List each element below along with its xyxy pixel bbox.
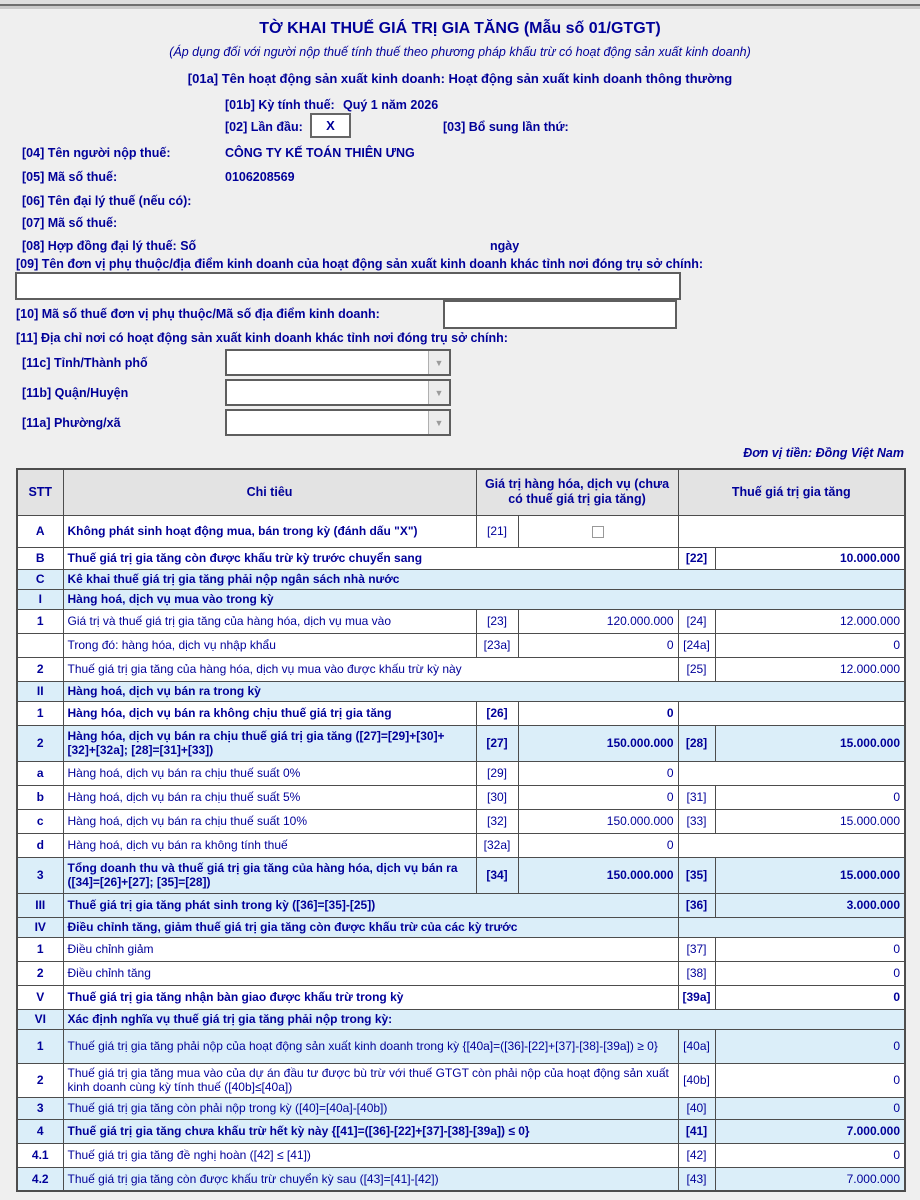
field-11-label: [11] Địa chỉ nơi có hoạt động sản xuất kinh doanh khác tỉnh nơi đóng trụ sở chính: [16,331,508,345]
value-39a[interactable]: 0 [715,985,905,1009]
row-label: Không phát sinh hoạt động mua, bán trong kỳ (đánh dấu "X") [63,515,476,547]
row-stt: IV [17,917,63,937]
row-stt: V [17,985,63,1009]
dependent-unit-name-input[interactable] [15,272,681,300]
value-24[interactable]: 12.000.000 [715,609,905,633]
row-stt: VI [17,1009,63,1029]
field-03-label: [03] Bổ sung lần thứ: [443,120,569,134]
row-stt: 1 [17,1029,63,1063]
chevron-down-icon: ▼ [428,411,449,434]
empty-cell [678,917,905,937]
table-row-40a [17,1029,905,1063]
value-23[interactable]: 120.000.000 [518,609,678,633]
row-stt: B [17,547,63,569]
value-29[interactable]: 0 [518,761,678,785]
row-stt: A [17,515,63,547]
code-25: [25] [678,657,715,681]
row-label: Thuế giá trị gia tăng phát sinh trong kỳ ([36]=[35]-[25]) [63,893,678,917]
code-32: [32] [476,809,518,833]
code-29: [29] [476,761,518,785]
table-row-40 [17,1097,905,1119]
table-row-34-35 [17,857,905,893]
value-36[interactable]: 3.000.000 [715,893,905,917]
value-23a[interactable]: 0 [518,633,678,657]
code-24: [24] [678,609,715,633]
taxpayer-name-value: CÔNG TY KẾ TOÁN THIÊN ƯNG [225,146,415,160]
field-01b-period-value: Quý 1 năm 2026 [343,98,439,112]
code-37: [37] [678,937,715,961]
table-row-40b [17,1063,905,1097]
value-26[interactable]: 0 [518,701,678,725]
field-01a-business-activity: [01a] Tên hoạt động sản xuất kinh doanh: Hoạt động sản xuất kinh doanh thông thường [187,71,733,86]
code-24a: [24a] [678,633,715,657]
empty-cell [678,701,905,725]
row-label: Thuế giá trị gia tăng của hàng hóa, dịch vụ mua vào được khấu trừ kỳ này [63,657,678,681]
field-05-label: [05] Mã số thuế: [22,170,118,184]
field-11a-label: [11a] Phường/xã [22,416,121,430]
code-21: [21] [476,515,518,547]
field-08-label: [08] Hợp đồng đại lý thuế: Số [22,239,197,253]
code-40a: [40a] [678,1029,715,1063]
code-43: [43] [678,1167,715,1191]
field-09-label: [09] Tên đơn vị phụ thuộc/địa điểm kinh doanh của hoạt động sản xuất kinh doanh khác tỉnh nơi đóng trụ sở chính: [16,257,704,271]
value-28[interactable]: 15.000.000 [715,725,905,761]
table-row-42 [17,1143,905,1167]
row-stt: d [17,833,63,857]
field-08-day-label: ngày [490,239,520,253]
row-label: Tổng doanh thu và thuế giá trị gia tăng của hàng hóa, dịch vụ bán ra ([34]=[26]+[27]; [35]=[28]) [63,857,476,893]
row-label: Hàng hoá, dịch vụ bán ra không tính thuế [63,833,476,857]
row-stt: 4.1 [17,1143,63,1167]
col-header-thue: Thuế giá trị gia tăng [678,469,905,515]
row-label: Thuế giá trị gia tăng chưa khấu trừ hết kỳ này {[41]=([36]-[22]+[37]-[38]-[39a]) ≤ 0} [63,1119,678,1143]
row-label: Hàng hóa, dịch vụ bán ra chịu thuế giá trị gia tăng ([27]=[29]+[30]+[32]+[32a]; [28]=[31]+[33]) [63,725,476,761]
code-39a: [39a] [678,985,715,1009]
code-27: [27] [476,725,518,761]
ward-dropdown[interactable] [225,409,451,436]
row-label: Hàng hoá, dịch vụ bán ra trong kỳ [63,681,905,701]
row-stt: 3 [17,857,63,893]
window-top-border [0,0,920,6]
field-01b-label: [01b] Kỳ tính thuế: [225,98,335,112]
row-stt [17,633,63,657]
row-label: Thuế giá trị gia tăng mua vào của dự án đầu tư được bù trừ với thuế GTGT còn phải nộp của hoạt động sản xuất kinh doanh cùng kỳ tính thuế ([40b]≤[40a]) [63,1063,678,1097]
row-stt: 3 [17,1097,63,1119]
value-38[interactable]: 0 [715,961,905,985]
table-row-23-24 [17,609,905,633]
col-header-chi-tieu: Chi tiêu [63,469,476,515]
table-row-32a [17,833,905,857]
row-stt: 1 [17,701,63,725]
row-label: Giá trị và thuế giá trị gia tăng của hàng hóa, dịch vụ mua vào [63,609,476,633]
row-label: Kê khai thuế giá trị gia tăng phải nộp ngân sách nhà nước [63,569,905,589]
col-header-gia-tri: Giá trị hàng hóa, dịch vụ (chưa có thuế giá trị gia tăng) [476,469,678,515]
col-header-stt: STT [17,469,63,515]
row-stt: c [17,809,63,833]
field-06-label: [06] Tên đại lý thuế (nếu có): [22,194,192,208]
code-28: [28] [678,725,715,761]
code-33: [33] [678,809,715,833]
table-row-25 [17,657,905,681]
row-label: Hàng hoá, dịch vụ bán ra chịu thuế suất 5% [63,785,476,809]
row-label: Hàng hoá, dịch vụ bán ra chịu thuế suất 10% [63,809,476,833]
empty-cell [678,833,905,857]
row-label: Trong đó: hàng hóa, dịch vụ nhập khẩu [63,633,476,657]
code-41: [41] [678,1119,715,1143]
value-31[interactable]: 0 [715,785,905,809]
first-time-checkbox[interactable]: X [310,113,351,138]
row-stt: 1 [17,937,63,961]
form-title: TỜ KHAI THUẾ GIÁ TRỊ GIA TĂNG (Mẫu số 01/GTGT) [259,20,661,37]
table-row-43 [17,1167,905,1191]
code-42: [42] [678,1143,715,1167]
row-stt: 4.2 [17,1167,63,1191]
table-row-36 [17,893,905,917]
vat-declaration-table [16,468,906,1192]
value-33[interactable]: 15.000.000 [715,809,905,833]
empty-cell [678,515,905,547]
table-row-29 [17,761,905,785]
row-stt: III [17,893,63,917]
row-stt: a [17,761,63,785]
value-41[interactable]: 7.000.000 [715,1119,905,1143]
code-35: [35] [678,857,715,893]
table-row-IV [17,917,905,937]
row-stt: 2 [17,961,63,985]
table-row-21 [17,515,905,547]
table-row-I [17,589,905,609]
code-23: [23] [476,609,518,633]
value-43[interactable]: 7.000.000 [715,1167,905,1191]
chevron-down-icon: ▼ [428,351,449,374]
table-row-II [17,681,905,701]
code-30: [30] [476,785,518,809]
value-30[interactable]: 0 [518,785,678,809]
table-header-row [17,469,905,515]
value-37[interactable]: 0 [715,937,905,961]
row-label: Thuế giá trị gia tăng đề nghị hoàn ([42] ≤ [41]) [63,1143,678,1167]
cell-21 [518,515,678,547]
row-label: Hàng hoá, dịch vụ bán ra chịu thuế suất 0% [63,761,476,785]
code-36: [36] [678,893,715,917]
code-23a: [23a] [476,633,518,657]
row-label: Điều chỉnh giảm [63,937,678,961]
code-32a: [32a] [476,833,518,857]
row-stt: I [17,589,63,609]
code-34: [34] [476,857,518,893]
code-40b: [40b] [678,1063,715,1097]
row-label: Thuế giá trị gia tăng nhận bàn giao được khấu trừ trong kỳ [63,985,678,1009]
row-label: Thuế giá trị gia tăng còn được khấu trừ kỳ trước chuyển sang [63,547,678,569]
row-label: Thuế giá trị gia tăng phải nộp của hoạt động sản xuất kinh doanh trong kỳ {[40a]=([36]-[22]+[37]-[38]-[39a]) ≥ 0} [63,1029,678,1063]
row-stt: C [17,569,63,589]
table-row-41 [17,1119,905,1143]
form-subtitle: (Áp dụng đối với người nộp thuế tính thuế theo phương pháp khấu trừ có hoạt động sản xuất kinh doanh) [169,45,751,59]
field-11b-label: [11b] Quận/Huyện [22,386,129,400]
field-10-label: [10] Mã số thuế đơn vị phụ thuộc/Mã số địa điểm kinh doanh: [16,307,380,321]
empty-cell [678,761,905,785]
province-dropdown[interactable] [225,349,451,376]
value-40b[interactable]: 0 [715,1063,905,1097]
row-label: Thuế giá trị gia tăng còn được khấu trừ chuyển kỳ sau ([43]=[41]-[42]) [63,1167,678,1191]
value-40[interactable]: 0 [715,1097,905,1119]
value-42[interactable]: 0 [715,1143,905,1167]
table-row-27-28 [17,725,905,761]
value-22[interactable]: 10.000.000 [715,547,905,569]
row-stt: 2 [17,1063,63,1097]
table-row-C [17,569,905,589]
value-27[interactable]: 150.000.000 [518,725,678,761]
value-32a[interactable]: 0 [518,833,678,857]
code-38: [38] [678,961,715,985]
table-row-32-33 [17,809,905,833]
currency-note: Đơn vị tiền: Đồng Việt Nam [743,446,904,460]
table-row-VI [17,1009,905,1029]
row-label: Điều chỉnh tăng [63,961,678,985]
code-40: [40] [678,1097,715,1119]
row-stt: 2 [17,657,63,681]
field-11c-label: [11c] Tỉnh/Thành phố [22,356,148,370]
row-label: Thuế giá trị gia tăng còn phải nộp trong kỳ ([40]=[40a]-[40b]) [63,1097,678,1119]
value-35[interactable]: 15.000.000 [715,857,905,893]
field-04-label: [04] Tên người nộp thuế: [22,146,171,160]
table-row-26 [17,701,905,725]
dependent-unit-tax-code-input[interactable] [443,300,677,329]
table-row-30-31 [17,785,905,809]
table-row-38 [17,961,905,985]
district-dropdown[interactable] [225,379,451,406]
tax-code-value: 0106208569 [225,170,295,184]
table-row-22 [17,547,905,569]
table-row-37 [17,937,905,961]
value-32[interactable]: 150.000.000 [518,809,678,833]
row-label: Hàng hoá, dịch vụ mua vào trong kỳ [63,589,905,609]
row-stt: b [17,785,63,809]
row-label: Xác định nghĩa vụ thuế giá trị gia tăng phải nộp trong kỳ: [63,1009,905,1029]
row-stt: 4 [17,1119,63,1143]
code-26: [26] [476,701,518,725]
table-row-23a-24a [17,633,905,657]
value-40a[interactable]: 0 [715,1029,905,1063]
value-34[interactable]: 150.000.000 [518,857,678,893]
code-31: [31] [678,785,715,809]
row-stt: 2 [17,725,63,761]
chevron-down-icon: ▼ [428,381,449,404]
row-stt: 1 [17,609,63,633]
table-row-39a [17,985,905,1009]
value-24a[interactable]: 0 [715,633,905,657]
field-02-label: [02] Lần đầu: [225,120,303,134]
code-22: [22] [678,547,715,569]
row-label: Hàng hóa, dịch vụ bán ra không chịu thuế giá trị gia tăng [63,701,476,725]
row-label: Điều chỉnh tăng, giảm thuế giá trị gia tăng còn được khấu trừ của các kỳ trước [63,917,678,937]
row-stt: II [17,681,63,701]
no-activity-checkbox[interactable] [592,526,604,538]
value-25[interactable]: 12.000.000 [715,657,905,681]
field-07-label: [07] Mã số thuế: [22,216,118,230]
